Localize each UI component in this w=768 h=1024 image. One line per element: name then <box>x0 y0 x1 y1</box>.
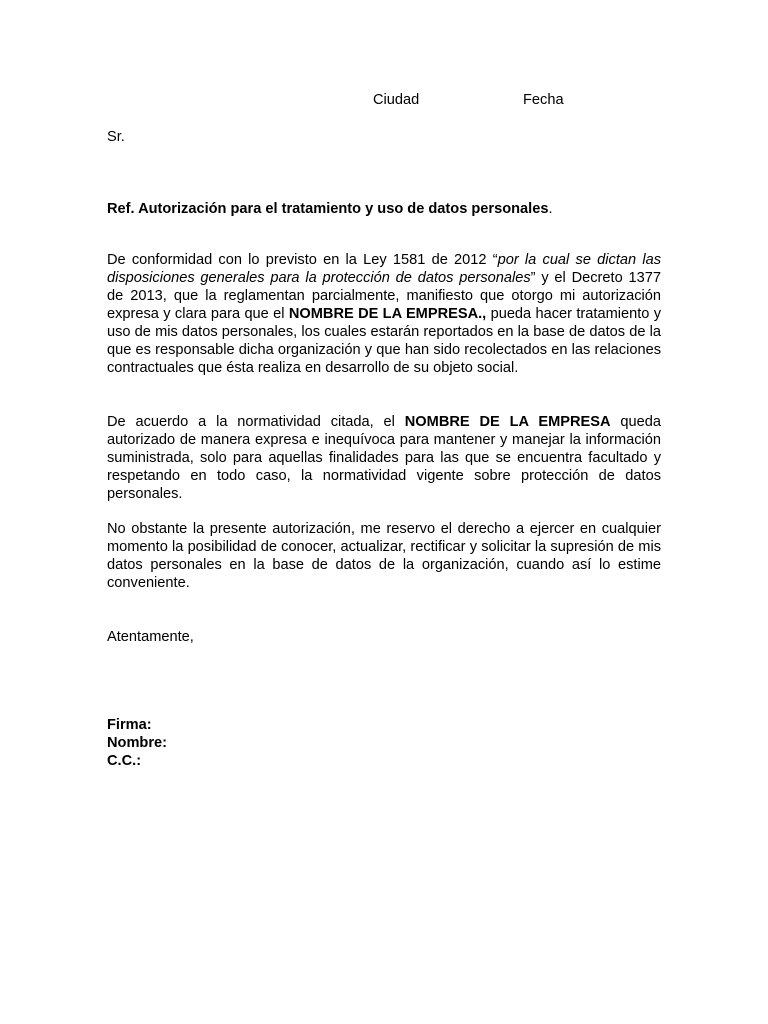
reference-text: Ref. Autorización para el tratamiento y uso de datos personales <box>107 201 549 217</box>
paragraph-authorization <box>107 413 661 503</box>
company-name-placeholder: NOMBRE DE LA EMPRESA., <box>288 306 487 322</box>
paragraph-rights-reservation <box>107 520 661 592</box>
name-label: Nombre: <box>107 735 167 751</box>
closing: Atentamente, <box>107 629 194 645</box>
paragraph1-part3: pueda hacer tratamiento y uso de mis datos personales, los cuales estarán reportados en la base de datos de la que es responsable dicha organización y que han sido recolectados en las relaciones contractuales que ésta realiza en desarrollo de su objeto social. <box>107 306 662 376</box>
reference-period: . <box>548 201 553 217</box>
paragraph3-text: No obstante la presente autorización, me reservo el derecho a ejercer en cualquier momento la posibilidad de conocer, actualizar, rectificar y solicitar la supresión de mis datos personales en la base de datos de la organización, cuando así lo estime conveniente. <box>107 521 661 591</box>
paragraph2-part2: queda autorizado de manera expresa e inequívoca para mantener y manejar la información suministrada, solo para aquellas finalidades para las que se encuentra facultado y respetando en todo caso, la normatividad vigente sobre protección de datos personales. <box>107 414 661 502</box>
reference-line <box>107 200 553 218</box>
city-placeholder: Ciudad <box>373 92 420 108</box>
company-name-placeholder: NOMBRE DE LA EMPRESA <box>404 414 611 430</box>
paragraph2-part1: De acuerdo a la normatividad citada, el <box>107 414 405 430</box>
id-number-label: C.C.: <box>107 753 142 769</box>
paragraph1-part1: De conformidad con lo previsto en la Ley 1581 de 2012 “ <box>107 252 498 268</box>
paragraph1-part2: ” y el Decreto 1377 de 2013, que la reglamentan parcialmente, manifiesto que otorgo mi autorización expresa y clara para que el <box>107 270 661 322</box>
salutation: Sr. <box>107 129 125 145</box>
law-title-quote: por la cual se dictan las disposiciones generales para la protección de datos personales <box>107 252 661 286</box>
signature-label: Firma: <box>107 717 152 733</box>
date-placeholder: Fecha <box>523 92 564 108</box>
paragraph-legal-basis <box>107 251 661 377</box>
